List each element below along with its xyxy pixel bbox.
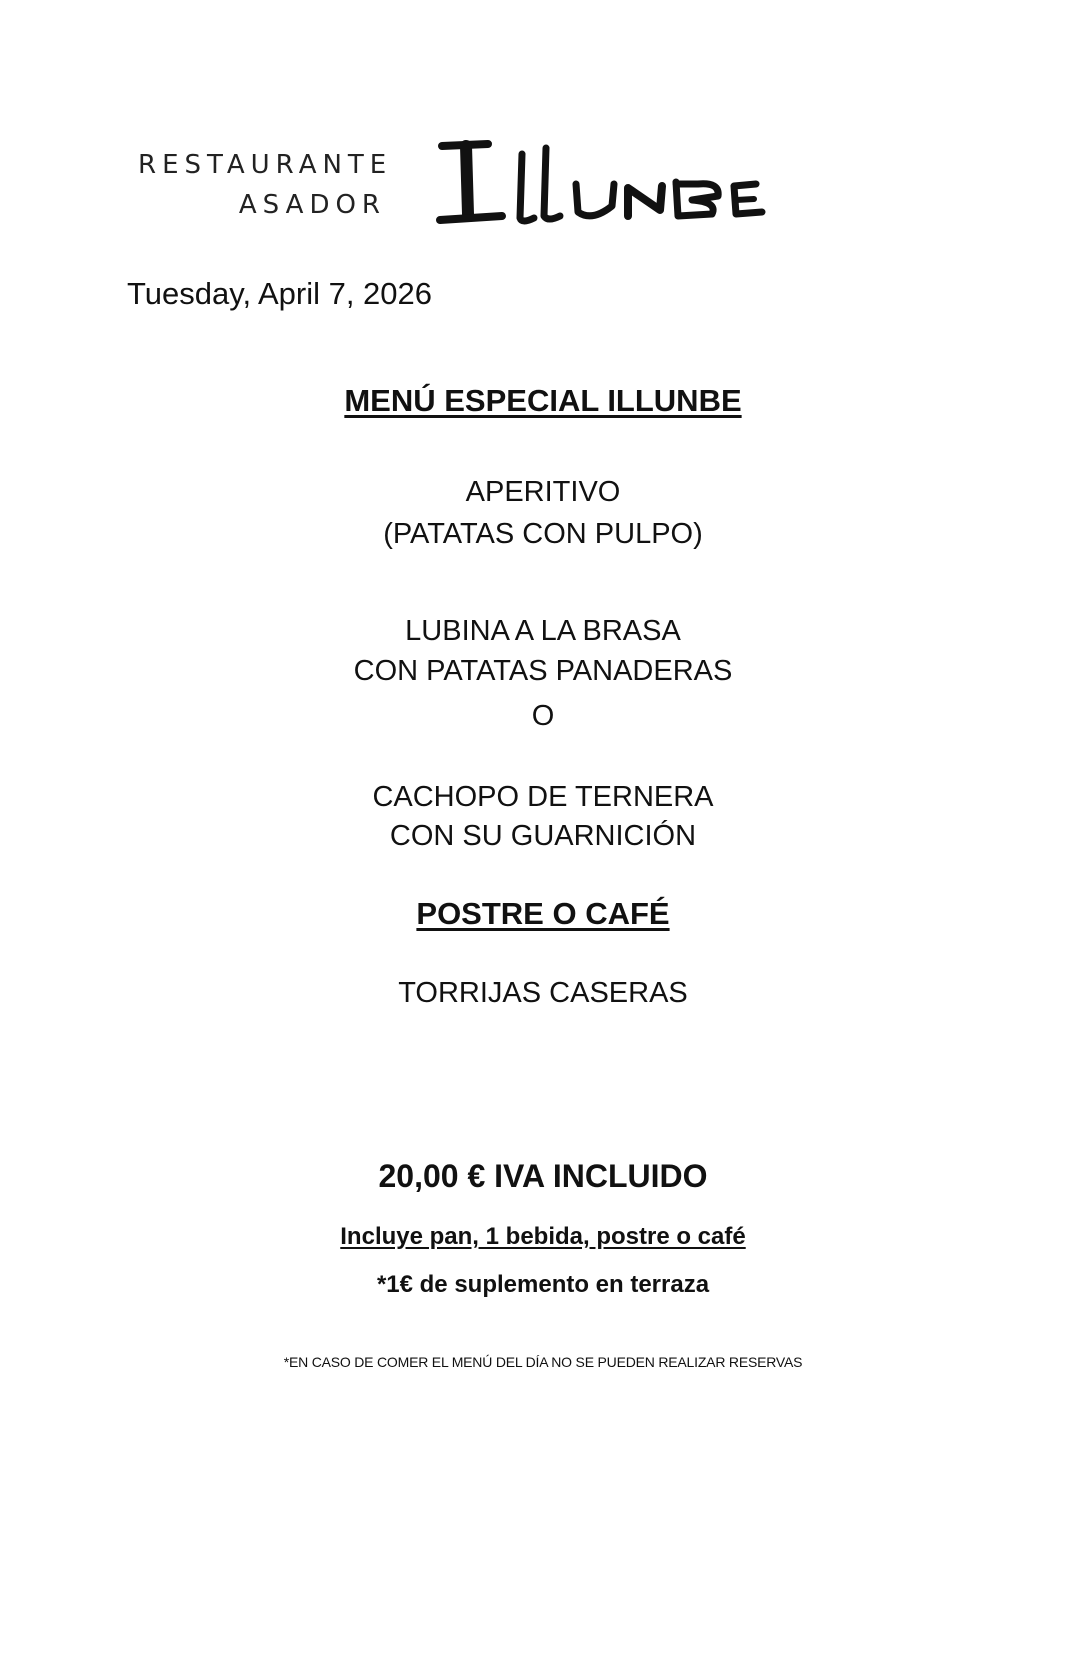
logo-line-asador: ASADOR (238, 190, 386, 220)
starter-title: APERITIVO (465, 476, 621, 508)
main-option-2-title: CACHOPO DE TERNERA (372, 781, 714, 813)
illunbe-wordmark-icon (436, 140, 818, 250)
restaurant-logo (138, 140, 818, 250)
option-separator: O (531, 700, 555, 732)
main-option-2-description: CON SU GUARNICIÓN (389, 820, 697, 852)
main-option-1-description: CON PATATAS PANADERAS (353, 655, 733, 687)
menu-date: Tuesday, April 7, 2026 (127, 276, 433, 311)
terrace-supplement: *1€ de suplemento en terraza (376, 1271, 710, 1298)
reservation-notice: *EN CASO DE COMER EL MENÚ DEL DÍA NO SE PUEDEN REALIZAR RESERVAS (283, 1354, 803, 1370)
main-option-1-title: LUBINA A LA BRASA (405, 615, 681, 647)
logo-line-restaurante: RESTAURANTE (138, 150, 393, 180)
menu-price: 20,00 € IVA INCLUIDO (378, 1158, 708, 1194)
starter-description: (PATATAS CON PULPO) (383, 518, 703, 550)
dessert-item: TORRIJAS CASERAS (398, 977, 688, 1009)
menu-title: MENÚ ESPECIAL ILLUNBE (344, 383, 742, 418)
dessert-heading: POSTRE O CAFÉ (416, 896, 670, 931)
price-includes: Incluye pan, 1 bebida, postre o café (340, 1223, 746, 1250)
